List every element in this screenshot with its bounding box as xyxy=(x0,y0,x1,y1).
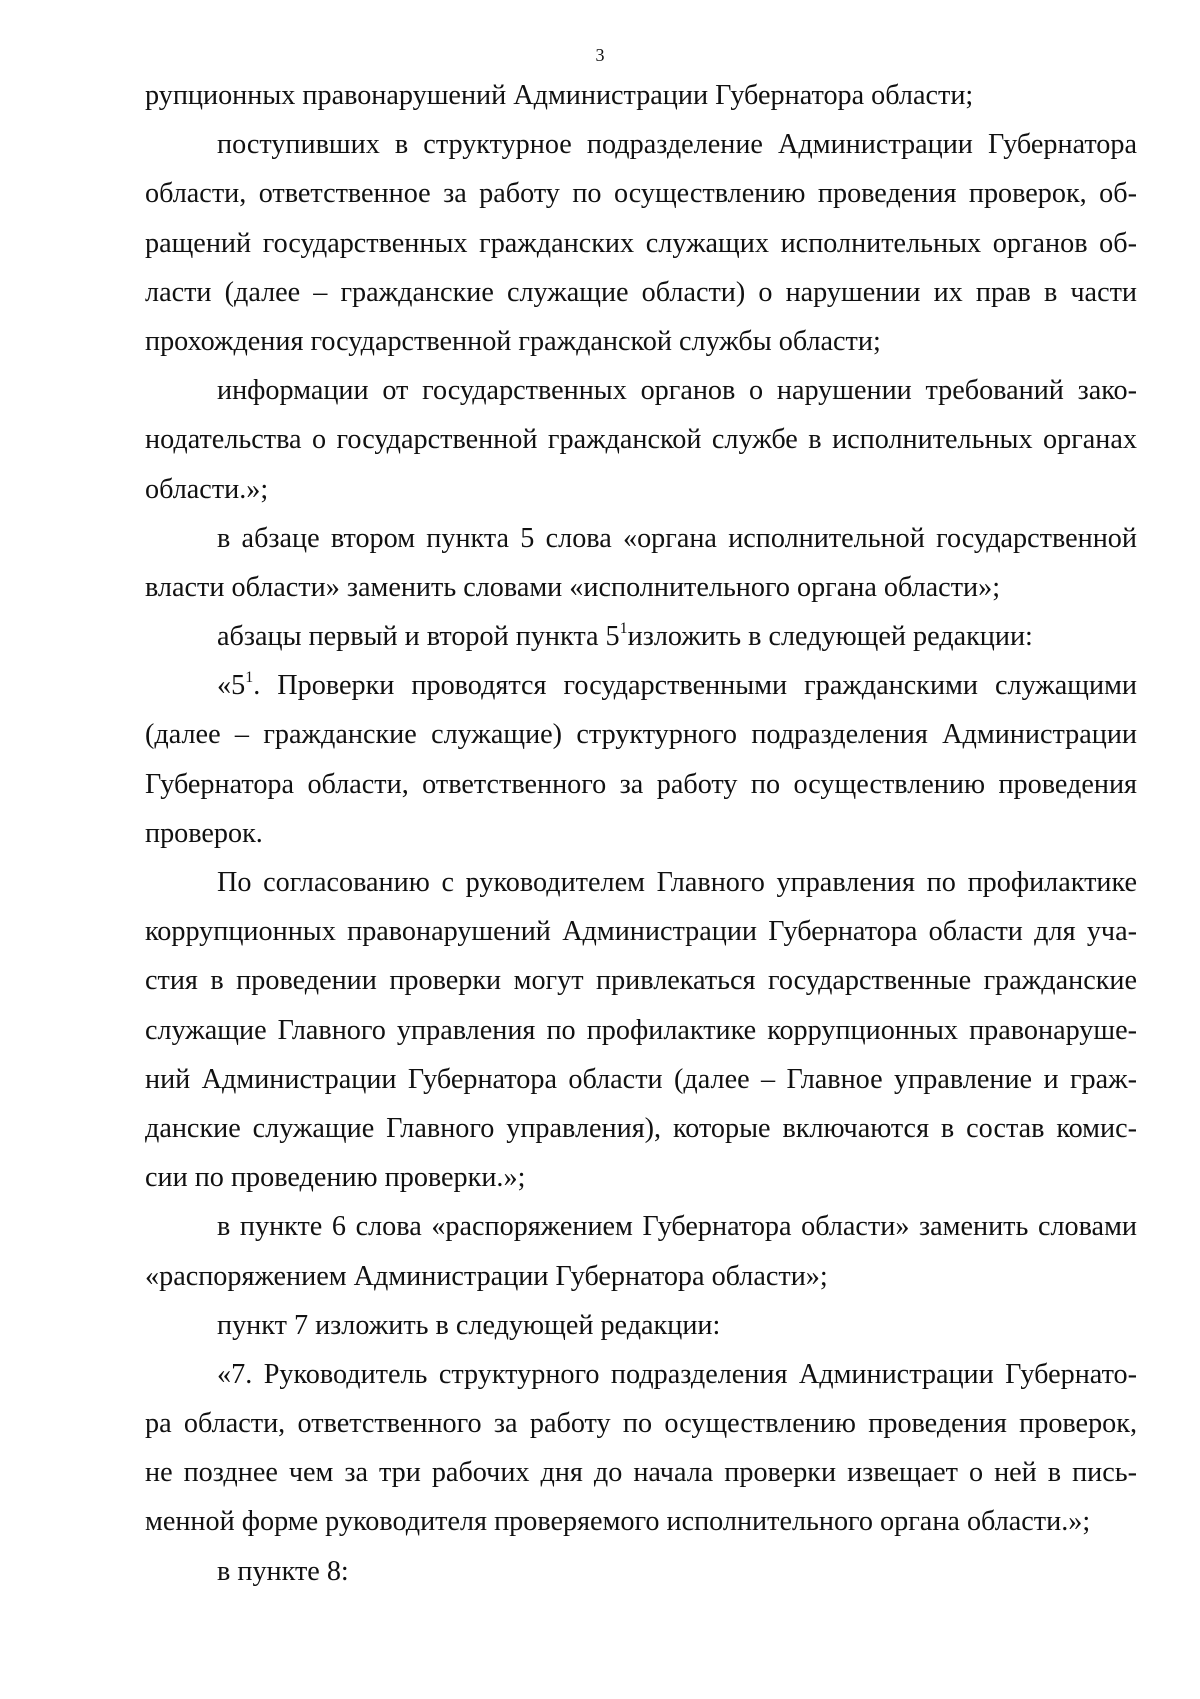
document-body xyxy=(145,71,1137,1596)
text-line: поступивших в структурное подразделение Администрации Губернатора xyxy=(217,129,1137,161)
text-fragment: абзацы первый и второй пункта 5 xyxy=(217,621,620,653)
text-line xyxy=(145,661,1137,710)
text-line: нодательства о государственной гражданской службе в исполнительных органах xyxy=(145,424,1137,456)
text-line: сии по проведению проверки.»; xyxy=(145,1162,526,1194)
page-number: 3 xyxy=(595,45,605,65)
paragraph-information xyxy=(145,366,1137,514)
text-fragment: . Проверки проводятся государственными гражданскими служащими xyxy=(253,670,1137,702)
text-line: проверок. xyxy=(145,817,263,849)
text-line: ра области, ответственного за работу по осуществлению проведения проверок, xyxy=(145,1408,1137,1440)
text-line: данские служащие Главного управления), которые включаются в состав комис- xyxy=(145,1112,1137,1144)
text-line: коррупционных правонарушений Администрации Губернатора области для уча- xyxy=(145,916,1137,948)
text-line: пункт 7 изложить в следующей редакции: xyxy=(217,1309,721,1341)
text-line: ращений государственных гражданских служащих исполнительных органов об- xyxy=(145,227,1137,259)
text-line: Губернатора области, ответственного за работу по осуществлению проведения xyxy=(145,768,1137,800)
text-line: информации от государственных органов о нарушении требований зако- xyxy=(217,375,1137,407)
paragraph-agreement xyxy=(145,858,1137,1202)
paragraph-point-8 xyxy=(145,1547,1137,1596)
text-line: прохождения государственной гражданской службы области; xyxy=(145,325,881,357)
text-line xyxy=(145,612,1137,661)
text-line: области, ответственное за работу по осуществлению проведения проверок, об- xyxy=(145,178,1137,210)
text-fragment: «5 xyxy=(217,670,246,702)
text-line: ний Администрации Губернатора области (далее – Главное управление и граж- xyxy=(145,1063,1137,1095)
paragraph-point-7-intro xyxy=(145,1301,1137,1350)
paragraph-point-5-1-text xyxy=(145,661,1137,858)
text-line: не позднее чем за три рабочих дня до начала проверки извещает о ней в пись- xyxy=(145,1457,1137,1489)
superscript: 1 xyxy=(619,620,628,638)
text-line: По согласованию с руководителем Главного управления по профилактике xyxy=(217,867,1137,898)
text-line: области.»; xyxy=(145,473,269,505)
text-line: служащие Главного управления по профилактике коррупционных правонаруше- xyxy=(145,1014,1137,1046)
superscript: 1 xyxy=(245,669,254,687)
paragraph-point-5 xyxy=(145,514,1137,612)
text-line: «7. Руководитель структурного подразделения Администрации Губернато- xyxy=(217,1358,1137,1390)
text-line: «распоряжением Администрации Губернатора области»; xyxy=(145,1260,828,1292)
text-line: в абзаце втором пункта 5 слова «органа исполнительной государственной xyxy=(217,522,1137,554)
text-line: рупционных правонарушений Администрации Губернатора области; xyxy=(145,80,974,111)
text-line: менной форме руководителя проверяемого исполнительного органа области.»; xyxy=(145,1506,1091,1538)
text-line: (далее – гражданские служащие) структурного подразделения Администрации xyxy=(145,719,1137,751)
text-line: ласти (далее – гражданские служащие области) о нарушении их прав в части xyxy=(145,276,1137,308)
text-line: власти области» заменить словами «исполнительного органа области»; xyxy=(145,571,1001,603)
text-line: в пункте 8: xyxy=(217,1555,349,1587)
text-line: в пункте 6 слова «распоряжением Губернатора области» заменить словами xyxy=(217,1211,1137,1243)
paragraph-point-7-text xyxy=(145,1350,1137,1547)
paragraph-point-6 xyxy=(145,1202,1137,1300)
paragraph-continuation xyxy=(145,71,1137,120)
paragraph-received-appeals xyxy=(145,120,1137,366)
paragraph-point-5-1-intro xyxy=(145,612,1137,661)
text-line: стия в проведении проверки могут привлекаться государственные гражданские xyxy=(145,965,1137,997)
text-fragment: изложить в следующей редакции: xyxy=(627,621,1033,653)
